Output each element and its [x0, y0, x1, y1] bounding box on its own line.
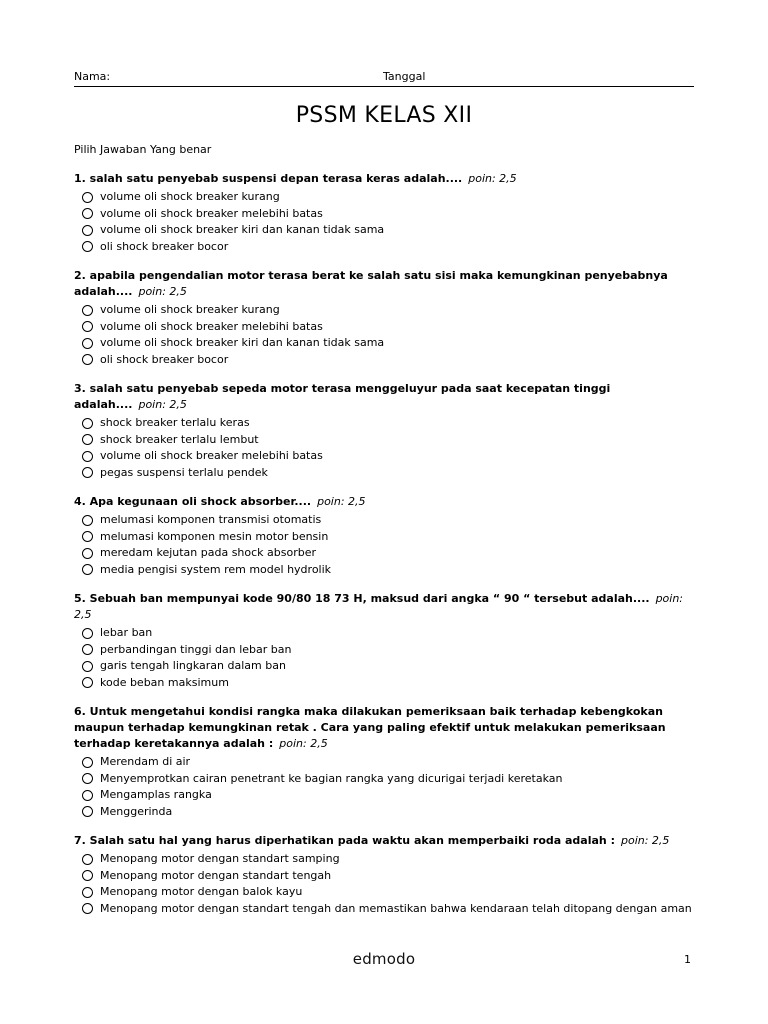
answer-option-label: volume oli shock breaker kiri dan kanan tidak sama	[100, 223, 385, 236]
page-number: 1	[684, 953, 691, 966]
answer-option-label: meredam kejutan pada shock absorber	[100, 546, 317, 559]
answer-option-label: Merendam di air	[100, 755, 191, 768]
answer-option[interactable]	[82, 319, 694, 336]
answer-option[interactable]	[82, 658, 694, 675]
question-6	[74, 704, 694, 820]
answer-option[interactable]	[82, 352, 694, 369]
radio-button-icon[interactable]	[82, 644, 93, 655]
worksheet-page	[74, 0, 694, 1024]
radio-button-icon[interactable]	[82, 806, 93, 817]
answer-option[interactable]	[82, 189, 694, 206]
answer-option-label: volume oli shock breaker kurang	[100, 303, 280, 316]
question-text	[74, 268, 694, 300]
question-4	[74, 494, 694, 578]
radio-button-icon[interactable]	[82, 773, 93, 784]
answer-option-label: Menopang motor dengan balok kayu	[100, 885, 303, 898]
question-text-body: 2. apabila pengendalian motor terasa berat ke salah satu sisi maka kemungkinan penyebabnya adalah....	[74, 269, 668, 298]
question-text-body: 4. Apa kegunaan oli shock absorber....	[74, 495, 312, 508]
radio-button-icon[interactable]	[82, 434, 93, 445]
answer-option[interactable]	[82, 562, 694, 579]
answer-option-label: volume oli shock breaker melebihi batas	[100, 206, 323, 220]
tanggal-label: Tanggal	[383, 70, 426, 83]
question-points: poin: 2,5	[468, 172, 517, 185]
radio-button-icon[interactable]	[82, 338, 93, 349]
question-text	[74, 494, 694, 510]
answer-option[interactable]	[82, 771, 694, 788]
answer-option[interactable]	[82, 787, 694, 804]
question-points: poin: 2,5	[317, 495, 366, 508]
radio-button-icon[interactable]	[82, 354, 93, 365]
answer-option[interactable]	[82, 335, 694, 352]
answer-option[interactable]	[82, 625, 694, 642]
answer-option-label: volume oli shock breaker kiri dan kanan tidak sama	[100, 336, 385, 349]
question-points: poin: 2,5	[138, 285, 187, 298]
answer-option[interactable]	[82, 239, 694, 256]
answer-option[interactable]	[82, 432, 694, 449]
radio-button-icon[interactable]	[82, 418, 93, 429]
nama-label: Nama:	[74, 70, 111, 83]
radio-button-icon[interactable]	[82, 531, 93, 542]
radio-button-icon[interactable]	[82, 854, 93, 865]
instruction-text: Pilih Jawaban Yang benar	[74, 143, 212, 156]
answer-option-label: volume oli shock breaker kurang	[100, 190, 280, 203]
answer-option-label: oli shock breaker bocor	[100, 352, 229, 366]
question-text	[74, 704, 694, 752]
question-1	[74, 171, 694, 255]
answer-options	[74, 512, 694, 578]
answer-option[interactable]	[82, 302, 694, 319]
answer-option-label: shock breaker terlalu lembut	[100, 432, 259, 446]
page-title: PSSM KELAS XII	[295, 103, 473, 128]
header-row	[74, 70, 694, 87]
answer-option-label: volume oli shock breaker melebihi batas	[100, 319, 323, 333]
answer-option[interactable]	[82, 465, 694, 482]
radio-button-icon[interactable]	[82, 790, 93, 801]
answer-option[interactable]	[82, 804, 694, 821]
question-points: poin: 2,5	[138, 398, 187, 411]
answer-option[interactable]	[82, 868, 694, 885]
answer-option[interactable]	[82, 448, 694, 465]
answer-option[interactable]	[82, 206, 694, 223]
answer-option-label: Menopang motor dengan standart samping	[100, 852, 340, 865]
answer-option[interactable]	[82, 675, 694, 692]
answer-option-label: Menopang motor dengan standart tengah	[100, 868, 332, 882]
radio-button-icon[interactable]	[82, 305, 93, 316]
answer-options	[74, 625, 694, 691]
question-7	[74, 833, 694, 917]
radio-button-icon[interactable]	[82, 241, 93, 252]
answer-option[interactable]	[82, 754, 694, 771]
answer-option[interactable]	[82, 851, 694, 868]
answer-option[interactable]	[82, 545, 694, 562]
answer-option-label: Menopang motor dengan standart tengah dan memastikan bahwa kendaraan telah ditopang dengan aman	[100, 901, 692, 915]
question-text-body: 1. salah satu penyebab suspensi depan terasa keras adalah....	[74, 172, 463, 185]
answer-option-label: shock breaker terlalu keras	[100, 416, 250, 429]
answer-option-label: garis tengah lingkaran dalam ban	[100, 659, 286, 672]
answer-option-label: lebar ban	[100, 626, 153, 639]
radio-button-icon[interactable]	[82, 192, 93, 203]
question-3	[74, 381, 694, 481]
question-text-body: 5. Sebuah ban mempunyai kode 90/80 18 73 H, maksud dari angka “ 90 “ tersebut adalah....	[74, 592, 650, 605]
answer-option[interactable]	[82, 512, 694, 529]
answer-option-label: Menyemprotkan cairan penetrant ke bagian rangka yang dicurigai terjadi keretakan	[100, 771, 563, 785]
radio-button-icon[interactable]	[82, 321, 93, 332]
radio-button-icon[interactable]	[82, 757, 93, 768]
radio-button-icon[interactable]	[82, 903, 93, 914]
answer-option-label: pegas suspensi terlalu pendek	[100, 465, 268, 479]
answer-options	[74, 851, 694, 917]
answer-options	[74, 189, 694, 255]
answer-option-label: Menggerinda	[100, 804, 173, 818]
radio-button-icon[interactable]	[82, 887, 93, 898]
answer-option[interactable]	[82, 222, 694, 239]
answer-option-label: melumasi komponen transmisi otomatis	[100, 513, 322, 526]
answer-option-label: melumasi komponen mesin motor bensin	[100, 529, 329, 543]
question-points: poin: 2,5	[279, 737, 328, 750]
radio-button-icon[interactable]	[82, 451, 93, 462]
question-text-body: 6. Untuk mengetahui kondisi rangka maka dilakukan pemeriksaan baik terhadap kebengkokan maupun terhadap kemungkinan retak . Cara yang paling efektif untuk melakukan pemeriksaan terhadap keretakannya adalah :	[74, 705, 666, 750]
answer-options	[74, 754, 694, 820]
question-text	[74, 591, 694, 623]
question-points: poin: 2,5	[74, 592, 684, 621]
radio-button-icon[interactable]	[82, 677, 93, 688]
radio-button-icon[interactable]	[82, 628, 93, 639]
radio-button-icon[interactable]	[82, 515, 93, 526]
answer-option[interactable]	[82, 901, 694, 918]
question-text	[74, 381, 694, 413]
answer-option-label: media pengisi system rem model hydrolik	[100, 562, 332, 576]
radio-button-icon[interactable]	[82, 548, 93, 559]
question-text-body: 3. salah satu penyebab sepeda motor terasa menggeluyur pada saat kecepatan tinggi adalah....	[74, 382, 611, 411]
answer-option-label: Mengamplas rangka	[100, 788, 212, 801]
question-text	[74, 171, 694, 187]
radio-button-icon[interactable]	[82, 564, 93, 575]
answer-option[interactable]	[82, 415, 694, 432]
radio-button-icon[interactable]	[82, 467, 93, 478]
answer-option-label: oli shock breaker bocor	[100, 239, 229, 253]
radio-button-icon[interactable]	[82, 225, 93, 236]
question-list	[74, 171, 694, 930]
answer-option[interactable]	[82, 884, 694, 901]
answer-option-label: perbandingan tinggi dan lebar ban	[100, 642, 292, 656]
question-points: poin: 2,5	[620, 834, 670, 847]
question-5	[74, 591, 694, 691]
radio-button-icon[interactable]	[82, 208, 93, 219]
answer-options	[74, 302, 694, 368]
radio-button-icon[interactable]	[82, 661, 93, 672]
answer-option[interactable]	[82, 642, 694, 659]
answer-option-label: kode beban maksimum	[100, 675, 229, 689]
edmodo-logo: edmodo	[352, 950, 416, 968]
answer-options	[74, 415, 694, 481]
answer-option-label: volume oli shock breaker melebihi batas	[100, 449, 323, 462]
question-text	[74, 833, 694, 849]
radio-button-icon[interactable]	[82, 870, 93, 881]
answer-option[interactable]	[82, 529, 694, 546]
question-2	[74, 268, 694, 368]
question-text-body: 7. Salah satu hal yang harus diperhatikan pada waktu akan memperbaiki roda adalah :	[74, 834, 615, 847]
